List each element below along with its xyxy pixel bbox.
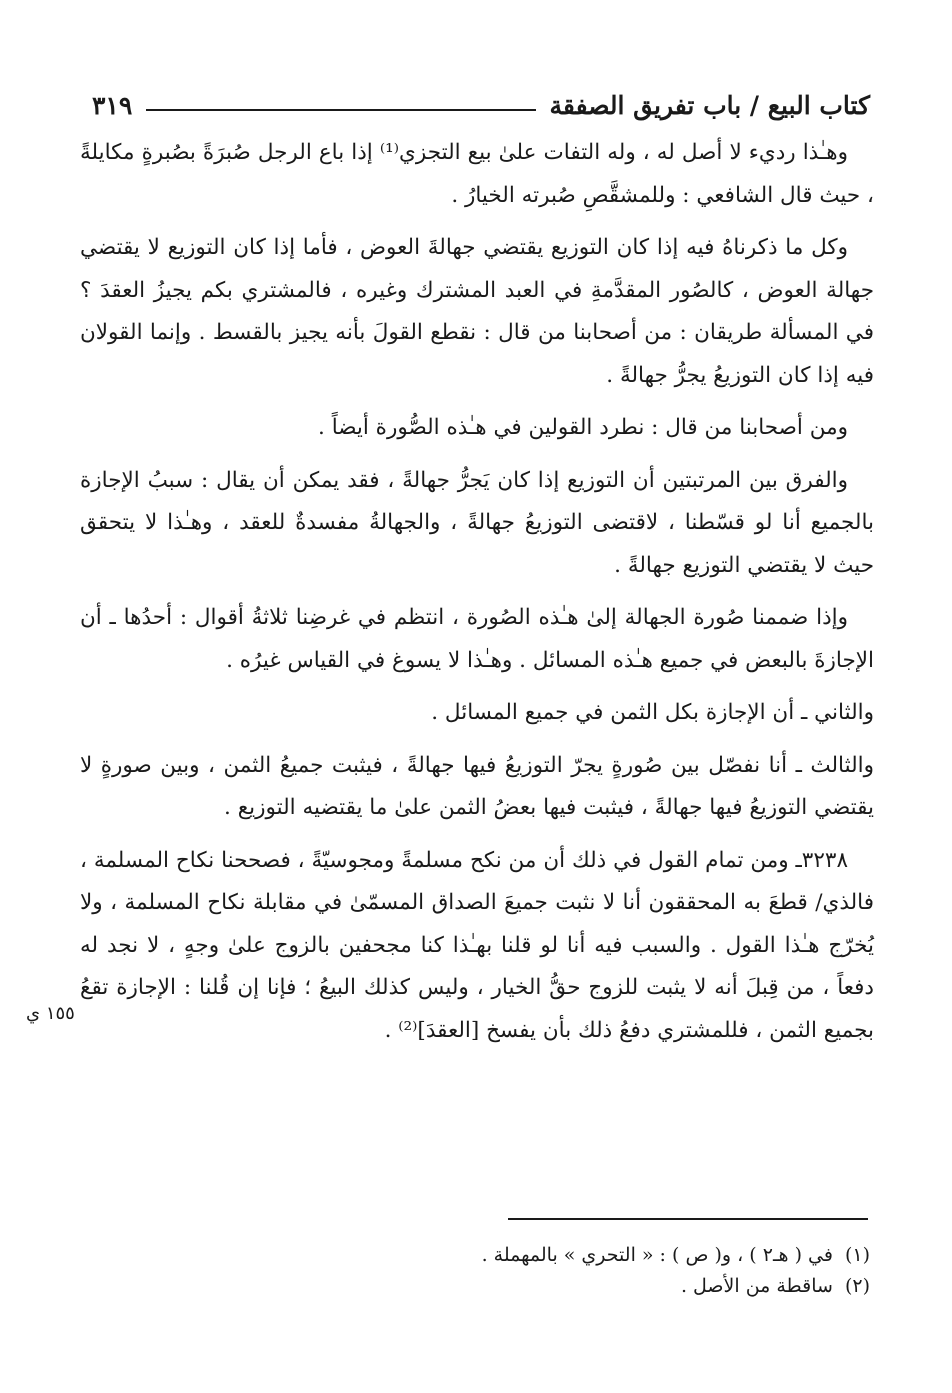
header-rule (146, 109, 535, 111)
header-title: كتاب البيع / باب تفريق الصفقة (549, 91, 870, 120)
footnote-number: (١) (844, 1244, 870, 1266)
paragraph: والفرق بين المرتبتين أن التوزيع إذا كان يَجرُّ جهالةً ، فقد يمكن أن يقال : سببُ الإجازة بالجميع أنا لو قسّطنا ، لاقتضى التوزيعُ جهالةً ، والجهالةُ مفسدةٌ للعقد ، وهـٰذا لا يتحقق حيث لا يقتضي التوزيع جهالةً . (80, 467, 874, 578)
paragraph: وهـٰذا رديء لا أصل له ، وله التفات علىٰ بيع التجزي⁽¹⁾ إذا باع الرجل صُبرَةً بصُبرةٍ مكايلةً ، حيث قال الشافعي : وللمشقَّصِ صُبرته الخيارُ . (80, 140, 874, 208)
paragraph: والثالث ـ أنا نفصّل بين صُورةٍ يجرّ التوزيعُ فيها جهالةً ، فيثبت جميعُ الثمن ، وبين صورةٍ لا يقتضي التوزيعُ فيها جهالةً ، فيثبت فيها بعضُ الثمن علىٰ ما يقتضيه التوزيع . (80, 752, 874, 820)
paragraph: وإذا ضممنا صُورة الجهالة إلىٰ هـٰذه الصُورة ، انتظم في غرضِنا ثلاثةُ أقوال : أحدُها ـ أن الإجازةَ بالبعض في جميع هـٰذه المسائل . وهـٰذا لا يسوغ في القياس غيرُه . (80, 605, 874, 673)
paragraph: والثاني ـ أن الإجازة بكل الثمن في جميع المسائل . (431, 700, 874, 725)
footnotes (200, 1240, 870, 1302)
paragraph: ٣٢٣٨ـ ومن تمام القول في ذلك أن من نكح مسلمةً ومجوسيّةً ، فصححنا نكاح المسلمة ، فالذي/ قطعَ به المحققون أنا لا نثبت جميعَ الصداق المسمّىٰ في مقابلة نكاح المسلمة ، ولا يُخرّج هـٰذا القول . والسبب فيه أنا لو قلنا بهـٰذا كنا مجحفين بالزوج علىٰ وجهٍ ، لا نجد له دفعاً ، من قِبلَ أنه لا يثبت للزوج حقُّ الخيار ، وليس كذلك البيعُ ؛ فإنا إن قُلنا : الإجازة تقعُ بجميع الثمن ، فللمشتري دفعُ ذلك بأن يفسخ [العقدَ]⁽²⁾ . (80, 847, 874, 1043)
paragraph: وكل ما ذكرناهُ فيه إذا كان التوزيع يقتضي جهالةَ العوض ، فأما إذا كان التوزيع لا يقتضي جهالة العوض ، كالصُور المقدَّمةِ في العبد المشترك وغيره ، فالمشتري بكم يجيزُ العقدَ ؟ في المسألة طريقان : من أصحابنا من قال : نقطع القولَ بأنه يجيز بالقسط . وإنما القولان فيه إذا كان التوزيعُ يجرُّ جهالةً . (80, 235, 874, 388)
footnote-text: في ( هـ٢ ) ، و( ص ) : « التحري » بالمهملة . (481, 1244, 833, 1266)
page-number: ٣١٩ (92, 91, 133, 120)
footnote-number: (٢) (844, 1275, 870, 1297)
footnote (200, 1240, 870, 1271)
footnote-separator (508, 1218, 868, 1220)
footnote-text: ساقطة من الأصل . (680, 1275, 833, 1297)
main-text (80, 132, 874, 1062)
footnote (200, 1271, 870, 1302)
paragraph: ومن أصحابنا من قال : نطرد القولين في هـٰذه الصُّورة أيضاً . (318, 415, 848, 440)
margin-note: ١٥٥ ي (26, 1003, 75, 1024)
running-header (92, 80, 870, 120)
